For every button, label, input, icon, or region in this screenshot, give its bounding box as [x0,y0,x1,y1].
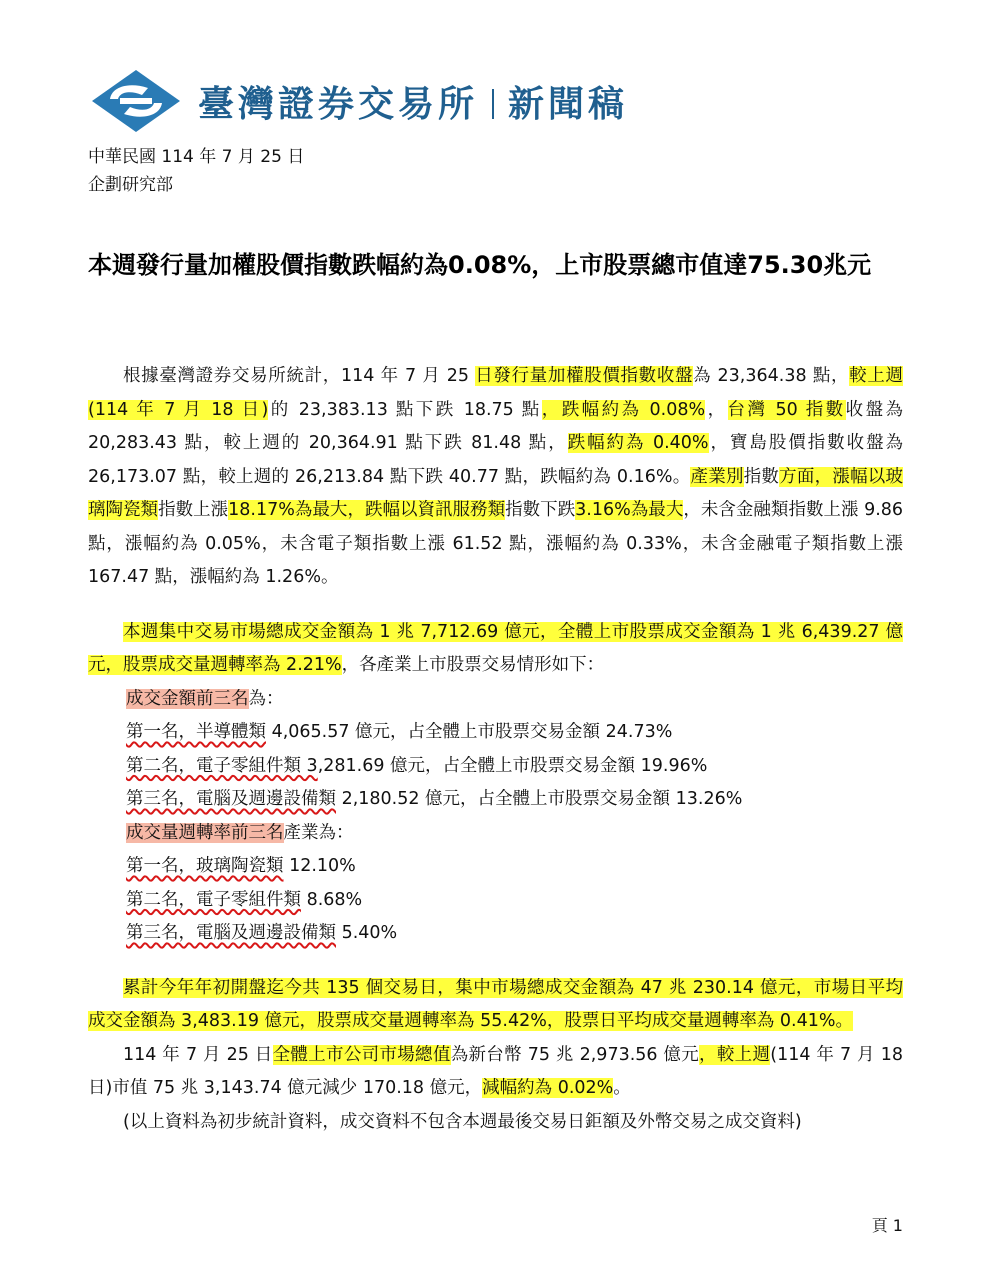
text: 根據臺灣證券交易所統計，114 年 7 月 25 [123,366,476,386]
text: ， [705,399,728,420]
rank-label: 第三名，電腦及週邊設備類 [126,923,336,943]
text: 的 23,383.13 點下跌 18.75 點 [268,399,542,420]
text: ，寶島股價指數收盤為 26,173.07 點，較上週的 26,213.84 點下跌 40.77 點，跌幅約為 0.16%。 [88,433,904,487]
paragraph-ytd [88,972,903,1039]
highlight: 本週集中交易市場總成交金額為 1 兆 7,712.69 億元，全體上市股票成交金額為 1 兆 6,439.27 億元，股票成交量週轉率為 2.21% [88,621,903,675]
highlight: 方面，漲幅以玻璃陶瓷類 [88,466,904,520]
paragraph-weekly-trading [88,616,903,683]
highlight: 全體上市公司市場總值 [272,1044,451,1065]
text: 指數下跌 [505,500,576,520]
highlight: ，跌幅約為 0.08% [541,399,706,420]
letterhead [90,68,628,134]
article-body [88,360,903,1139]
list-item [126,884,903,918]
rank-label: 第一名，玻璃陶瓷類 [126,856,284,876]
footnote: (以上資料為初步統計資料，成交資料不包含本週最後交易日鉅額及外幣交易之成交資料) [123,1111,802,1132]
org-name: 臺灣證券交易所 [198,83,479,125]
text: 5.40% [336,923,398,943]
amount-ranking-heading [126,683,903,717]
highlight: 成交量週轉率前三名 [126,822,284,843]
highlight: 產業別 [690,466,744,487]
text: 為新台幣 75 兆 2,973.56 億元 [450,1044,700,1065]
highlight: 減幅約為 0.02% [482,1078,614,1098]
list-item [126,850,903,884]
department: 企劃研究部 [88,175,173,195]
highlight: 日發行量加權股價指數收盤 [475,366,694,386]
text: 4,065.57 億元，占全體上市股票交易金額 24.73% [266,722,673,742]
highlight: ，較上週 [699,1044,771,1065]
text: ，各產業上市股票交易情形如下： [341,655,605,675]
text: ，未含金融類指數上漲 9.86 點，漲幅約為 0.05%，未含電子類指數上漲 61.52 點，漲幅約為 0.33%，未含金融電子類指數上漲 167.47 點，漲幅約為 1.26%。 [88,500,904,587]
text: 12.10% [283,856,356,876]
text: 為 23,364.38 點， [693,366,850,386]
title-divider [492,89,494,119]
highlight: 累計今年年初開盤迄今共 135 個交易日，集中市場總成交金額為 47 兆 230.14 億元，市場日平均成交金額為 3,483.19 億元，股票成交量週轉率為 55.42%，股票日平均成交量週轉率為 0.41%。 [88,977,903,1031]
text: 114 年 7 月 25 日 [123,1044,273,1065]
rank-label: 第三名，電腦及週邊設備類 [126,789,336,809]
list-item [126,716,903,750]
text: 產業為： [283,822,354,843]
text: (114 年 7 月 18 日)市值 75 兆 3,143.74 億元減少 170.18 億元， [88,1044,903,1098]
release-date: 中華民國 114 年 7 月 25 日 [88,147,305,167]
highlight: 18.17%為最大，跌幅以資訊服務類 [228,500,506,520]
highlight: 台灣 50 指數 [727,399,846,420]
rank-label: 第二名，電子零組件類 3 [126,755,318,776]
release-meta [88,143,304,199]
text: 收盤為 20,283.43 點，較上週的 20,364.91 點下跌 81.48 點， [88,399,904,453]
headline: 本週發行量加權股價指數跌幅約為0.08%，上市股票總市值達75.30兆元 [88,251,872,279]
text: 2,180.52 億元，占全體上市股票交易金額 13.26% [336,789,743,809]
text: 。 [613,1078,631,1098]
highlight: 成交金額前三名 [126,688,249,709]
org-title [198,76,628,127]
spacer [88,951,903,972]
text: 為： [248,688,284,709]
text: 8.68% [301,889,363,910]
text: 指數 [743,466,780,487]
text: ,281.69 億元，占全體上市股票交易金額 19.96% [317,755,708,776]
spacer [88,595,903,616]
list-item [126,783,903,817]
text: 指數上漲 [158,500,229,520]
rank-label: 第一名，半導體類 [126,722,266,742]
doc-type: 新聞稿 [508,83,629,125]
turnover-ranking-heading [126,817,903,851]
list-item [126,750,903,784]
highlight: 跌幅約為 0.40% [567,433,709,453]
list-item [126,917,903,951]
highlight: 3.16%為最大 [575,500,684,520]
paragraph-index-summary [88,360,903,595]
highlight: 較上週(114 年 7 月 18 日) [88,366,903,420]
page-number: 頁 1 [871,1216,903,1235]
rank-label: 第二名，電子零組件類 [126,889,301,910]
twse-logo-icon [90,68,182,134]
paragraph-market-cap [88,1039,903,1106]
